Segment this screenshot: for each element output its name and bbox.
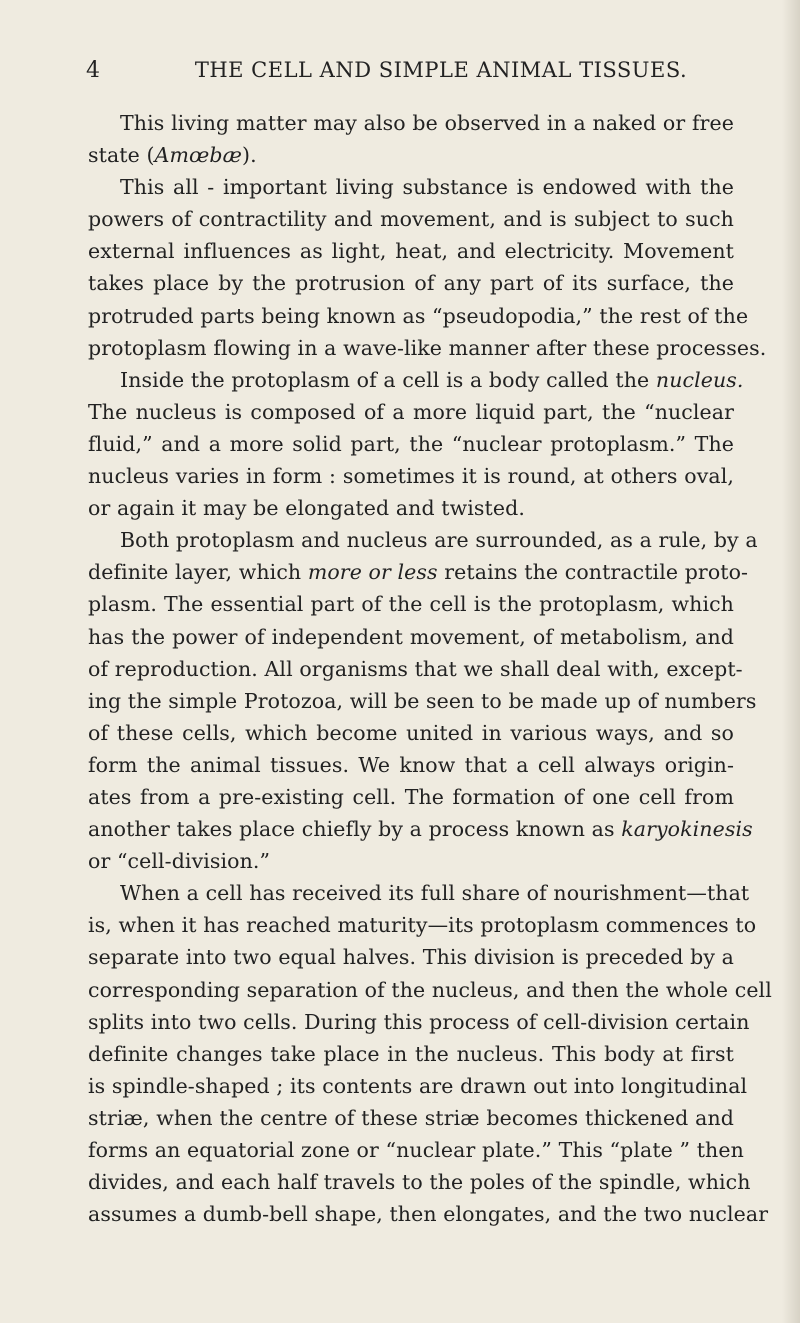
text-line: external influences as light, heat, and electricity. Movement	[88, 239, 734, 264]
text-line: ing the simple Protozoa, will be seen to be made up of numbers	[88, 688, 757, 713]
text-line: plasm. The essential part of the cell is the protoplasm, which	[88, 592, 734, 617]
running-head: THE CELL AND SIMPLE ANIMAL TISSUES.	[194, 58, 688, 82]
text-line: fluid,” and a more solid part, the “nuclear protoplasm.” The	[88, 431, 734, 456]
text-line: is, when it has reached maturity—its protoplasm commences to	[88, 913, 757, 938]
text-line: takes place by the protrusion of any part of its surface, the	[88, 271, 734, 296]
text-line: or “cell-division.”	[88, 849, 271, 874]
text-line: definite layer, which more or less retains the contractile proto-	[88, 560, 749, 585]
text-line: divides, and each half travels to the poles of the spindle, which	[88, 1170, 751, 1195]
text-line: nucleus varies in form : sometimes it is round, at others oval,	[88, 464, 734, 489]
text-line: definite changes take place in the nucleus. This body at first	[88, 1041, 734, 1066]
page-edge-shadow	[782, 0, 800, 1323]
text-line: forms an equatorial zone or “nuclear plate.” This “plate ” then	[88, 1138, 744, 1162]
body-text	[88, 107, 772, 1230]
text-line: another takes place chiefly by a process known as karyokinesis	[88, 817, 753, 842]
text-line: corresponding separation of the nucleus, and then the whole cell	[88, 977, 772, 1002]
text-line: powers of contractility and movement, and is subject to such	[88, 207, 734, 232]
text-line: striæ, when the centre of these striæ becomes thickened and	[88, 1105, 734, 1130]
text-line: This all - important living substance is endowed with the	[120, 175, 734, 200]
text-line: protruded parts being known as “pseudopodia,” the rest of the	[88, 303, 749, 328]
text-line: state (Amœbæ).	[88, 143, 257, 168]
text-line: Inside the protoplasm of a cell is a body called the nucleus.	[120, 367, 744, 392]
text-line: When a cell has received its full share of nourishment—that	[120, 881, 750, 906]
text-line: ates from a pre-existing cell. The formation of one cell from	[88, 784, 734, 809]
text-line: protoplasm flowing in a wave-like manner after these processes.	[88, 335, 767, 360]
text-line: is spindle-shaped ; its contents are drawn out into longitudinal	[88, 1073, 748, 1098]
text-line: Both protoplasm and nucleus are surrounded, as a rule, by a	[120, 528, 758, 553]
text-line: or again it may be elongated and twisted.	[88, 496, 525, 521]
page-header	[86, 52, 736, 88]
text-line: of reproduction. All organisms that we shall deal with, except-	[88, 656, 743, 681]
text-line: This living matter may also be observed in a naked or free	[120, 111, 734, 135]
text-line: The nucleus is composed of a more liquid part, the “nuclear	[88, 399, 734, 424]
text-line: form the animal tissues. We know that a cell always origin-	[88, 752, 734, 777]
text-line: splits into two cells. During this process of cell-division certain	[88, 1009, 750, 1034]
text-line: of these cells, which become united in various ways, and so	[88, 720, 734, 745]
text-line: assumes a dumb-bell shape, then elongates, and the two nuclear	[88, 1202, 769, 1227]
page-number: 4	[86, 57, 101, 83]
text-line: separate into two equal halves. This division is preceded by a	[88, 945, 734, 970]
text-line: has the power of independent movement, of metabolism, and	[88, 624, 734, 649]
